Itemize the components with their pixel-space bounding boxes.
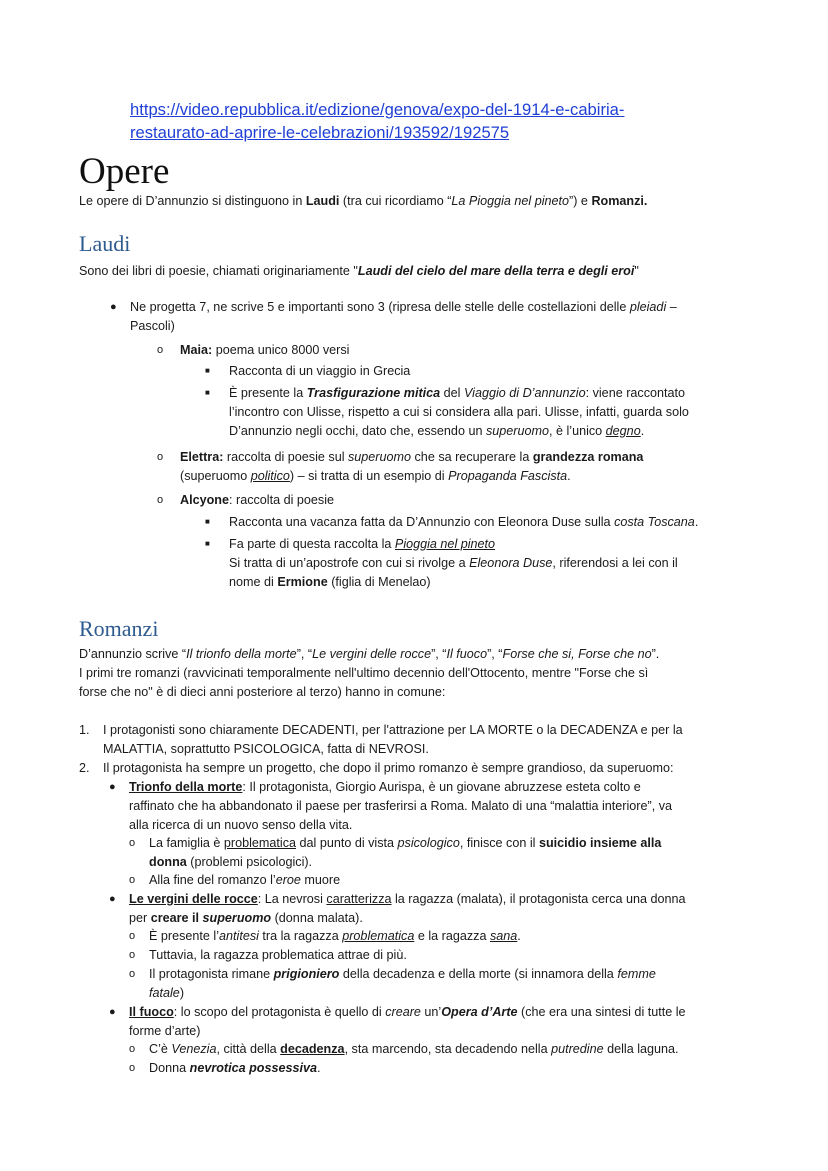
- heading-laudi: Laudi: [79, 231, 131, 256]
- bullet-disc: ●: [109, 781, 116, 793]
- bullet-square: ■: [205, 366, 210, 375]
- bullet-circle: o: [157, 451, 164, 463]
- bullet-disc: ●: [109, 893, 116, 905]
- vergini-sub-2: Tuttavia, la ragazza problematica attrae di più.: [149, 948, 407, 962]
- elettra-item: Elettra: raccolta di poesie sul superuomo che sa recuperare la grandezza romana (superuomo politico) – si tratta di un esempio di Propaganda Fascista.: [180, 450, 644, 483]
- bullet-circle: o: [129, 930, 136, 942]
- bullet-circle: o: [129, 968, 136, 980]
- bullet-disc: ●: [110, 301, 117, 313]
- vergini-sub-1: È presente l’antitesi tra la ragazza problematica e la ragazza sana.: [149, 929, 521, 943]
- bullet-square: ■: [205, 517, 210, 526]
- bullet-circle: o: [129, 1043, 136, 1055]
- maia-sub-2: È presente la Trasfigurazione mitica del Viaggio di D’annunzio: viene raccontato l’incontro con Ulisse, rispetto a cui si considera alla pari. Ulisse, infatti, guarda solo D’annunzio negli occhi, dato che, essendo un superuomo, è l’unico degno.: [229, 386, 689, 438]
- bullet-square: ■: [205, 388, 210, 397]
- trionfo-sub-1: La famiglia è problematica dal punto di vista psicologico, finisce con il suicidio insieme alla donna (problemi psicologici).: [149, 836, 662, 869]
- video-link[interactable]: [130, 98, 750, 144]
- bullet-disc: ●: [109, 1006, 116, 1018]
- fuoco-item: Il fuoco: lo scopo del protagonista è quello di creare un’Opera d’Arte (che era una sintesi di tutte le forme d’arte): [129, 1005, 686, 1038]
- video-link-line-1[interactable]: https://video.repubblica.it/edizione/genova/expo-del-1914-e-cabiria-: [130, 100, 625, 119]
- trionfo-item: Trionfo della morte: Il protagonista, Giorgio Aurispa, è un giovane abruzzese esteta colto e raffinato che ha abbandonato il paese per trasferirsi a Roma. Malato di una “malattia interiore”, va alla ricerca di un nuovo senso della vita.: [129, 780, 672, 832]
- maia-sub-1: Racconta di un viaggio in Grecia: [229, 364, 411, 378]
- bullet-circle: o: [129, 949, 136, 961]
- fuoco-sub-2: Donna nevrotica possessiva.: [149, 1061, 321, 1075]
- alcyone-sub-1: Racconta una vacanza fatta da D’Annunzio con Eleonora Duse sulla costa Toscana.: [229, 515, 699, 529]
- opere-intro: Le opere di D’annunzio si distinguono in Laudi (tra cui ricordiamo “La Pioggia nel pineto”) e Romanzi.: [79, 194, 648, 208]
- vergini-item: Le vergini delle rocce: La nevrosi caratterizza la ragazza (malata), il protagonista cerca una donna per creare il superuomo (donna malata).: [129, 892, 686, 925]
- bullet-square: ■: [205, 539, 210, 548]
- bullet-circle: o: [129, 837, 136, 849]
- alcyone-sub-2: Fa parte di questa raccolta la Pioggia nel pineto Si tratta di un’apostrofe con cui si rivolge a Eleonora Duse, riferendosi a lei con il nome di Ermione (figlia di Menelao): [229, 537, 678, 589]
- video-link-line-2[interactable]: restaurato-ad-aprire-le-celebrazioni/193592/192575: [130, 123, 510, 142]
- heading-romanzi: Romanzi: [79, 616, 159, 641]
- romanzi-intro: D’annunzio scrive “Il trionfo della morte”, “Le vergini delle rocce”, “Il fuoco”, “Forse che si, Forse che no”. I primi tre romanzi (ravvicinati temporalmente nell'ultimo decennio dell'Ottocento, mentre "Forse che sì forse che no" è di dieci anni posteriore al terzo) hanno in comune:: [79, 647, 660, 699]
- laudi-bullet-1: Ne progetta 7, ne scrive 5 e importanti sono 3 (ripresa delle stelle delle costellazioni delle pleiadi – Pascoli): [130, 300, 677, 333]
- bullet-circle: o: [157, 344, 164, 356]
- list-number-2: 2.: [79, 761, 90, 775]
- bullet-circle: o: [129, 874, 136, 886]
- vergini-sub-3: Il protagonista rimane prigioniero della decadenza e della morte (si innamora della femme fatale): [149, 967, 656, 1000]
- maia-item: Maia: poema unico 8000 versi: [180, 343, 350, 357]
- list-number-1: 1.: [79, 723, 90, 737]
- heading-opere: Opere: [79, 151, 170, 192]
- fuoco-sub-1: C’è Venezia, città della decadenza, sta marcendo, sta decadendo nella putredine della laguna.: [149, 1042, 679, 1056]
- alcyone-item: Alcyone: raccolta di poesie: [180, 493, 335, 507]
- bullet-circle: o: [129, 1062, 136, 1074]
- romanzi-point-1: I protagonisti sono chiaramente DECADENTI, per l'attrazione per LA MORTE o la DECADENZA e per la MALATTIA, soprattutto PSICOLOGICA, fatta di NEVROSI.: [103, 723, 683, 756]
- romanzi-point-2: Il protagonista ha sempre un progetto, che dopo il primo romanzo è sempre grandioso, da superuomo:: [103, 761, 674, 775]
- laudi-intro: Sono dei libri di poesie, chiamati originariamente "Laudi del cielo del mare della terra e degli eroi": [79, 264, 639, 278]
- bullet-circle: o: [157, 494, 164, 506]
- trionfo-sub-2: Alla fine del romanzo l’eroe muore: [149, 873, 341, 887]
